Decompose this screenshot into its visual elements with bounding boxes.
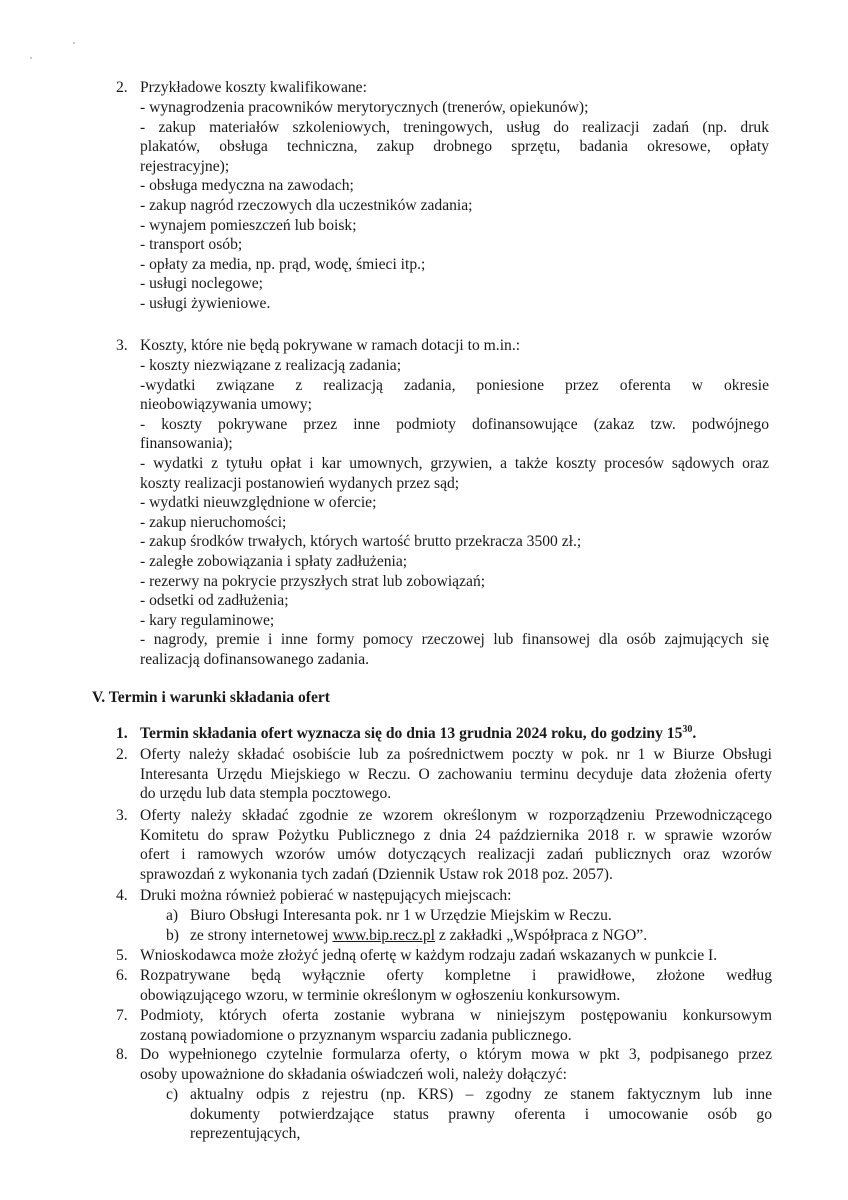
deadline-statement	[140, 724, 780, 744]
sub-item-text: z zakładki „Współpraca z NGO”.	[434, 927, 648, 944]
paragraph-line: Do wypełnionego czytelnie formularza oferty, o którym mowa w pkt 3, podpisanego przez	[140, 1046, 772, 1063]
paragraph-line: Oferty należy składać zgodnie ze wzorem określonym w rozporządzeniu Przewodniczącego	[140, 807, 772, 824]
sub-item	[190, 1085, 772, 1144]
notification-rule	[140, 1006, 772, 1045]
sub-letter: b)	[166, 927, 179, 944]
paragraph-line: Oferty należy składać osobiście lub za pośrednictwem poczty w pok. nr 1 w Biurze Obsługi	[140, 746, 772, 763]
cost-list	[140, 98, 769, 314]
paragraph-line: Interesanta Urzędu Miejskiego w Reczu. O zachowaniu terminu decyduje data złożenia oferty	[140, 765, 772, 783]
list-item: rejestracyjne);	[140, 157, 230, 175]
list-item: nieobowiązywania umowy;	[140, 396, 312, 414]
section-heading: V. Termin i warunki składania ofert	[92, 689, 330, 706]
one-offer-rule: Wnioskodawca może złożyć jedną ofertę w każdym rodzaju zadań wskazanych w punkcie I.	[140, 947, 718, 964]
item-number: 2.	[116, 79, 128, 96]
paragraph-line: Rozpatrywane będą wyłącznie oferty kompletne i prawidłowe, złożone według	[140, 967, 772, 984]
item-number: 3.	[116, 337, 128, 354]
item-number: 5.	[116, 947, 128, 964]
list-item: - usługi żywieniowe.	[140, 294, 271, 312]
paragraph-line: ofert i ramowych wzorów umów dotyczących realizacji zadań publicznych oraz wzorów	[140, 846, 772, 864]
paragraph-line: do urzędu lub data stempla pocztowego.	[140, 785, 392, 803]
attachments-rule	[140, 1045, 772, 1084]
list-item: realizacją dofinansowanego zadania.	[140, 650, 370, 668]
list-item: - koszty niezwiązane z realizacją zadania;	[140, 357, 402, 374]
list-item: - transport osób;	[140, 236, 243, 254]
list-item: - zakup nagród rzeczowych dla uczestników zadania;	[140, 196, 473, 214]
paragraph-line: osoby upoważnione do składania oświadczeń woli, należy dołączyć:	[140, 1065, 567, 1083]
offer-template-info	[140, 806, 772, 884]
list-item: -wydatki związane z realizacją zadania, poniesione przez oferenta w okresie	[140, 376, 769, 394]
list-item: - wynajem pomieszczeń lub boisk;	[140, 216, 357, 234]
sub-item: Biuro Obsługi Interesanta pok. nr 1 w Urzędzie Miejskim w Reczu.	[190, 907, 612, 924]
item-number: 3.	[116, 807, 128, 824]
item-number: 4.	[116, 887, 128, 904]
scan-speck	[73, 42, 75, 44]
complete-offers-rule	[140, 966, 772, 1005]
item-number: 8.	[116, 1046, 128, 1063]
deadline-text: Termin składania ofert wyznacza się do dnia 13 grudnia 2024 roku, do godziny 15	[140, 725, 683, 742]
list-item: - nagrody, premie i inne formy pomocy rzeczowej lub finansowej dla osób zajmujących się	[140, 631, 769, 649]
list-item: - wydatki nieuwzględnione w ofercie;	[140, 494, 377, 512]
list-item: - opłaty za media, np. prąd, wodę, śmieci itp.;	[140, 255, 426, 273]
section-title: Koszty, które nie będą pokrywane w ramach dotacji to m.in.:	[140, 337, 521, 354]
list-item: finansowania);	[140, 435, 233, 453]
list-item: - koszty pokrywane przez inne podmioty dofinansowujące (zakaz tzw. podwójnego	[140, 415, 769, 433]
list-item: - obsługa medyczna na zawodach;	[140, 177, 354, 195]
sub-item	[190, 926, 772, 946]
list-item: - zakup nieruchomości;	[140, 513, 287, 531]
item-number: 6.	[116, 967, 128, 984]
paragraph-line: Podmioty, których oferta zostanie wybrana w niniejszym postępowaniu konkursowym	[140, 1007, 772, 1024]
paragraph-line: obowiązującego wzoru, w terminie określonym w ogłoszeniu konkursowym.	[140, 986, 621, 1004]
paragraph-line: Komitetu do spraw Pożytku Publicznego z dnia 24 października 2018 r. w sprawie wzorów	[140, 826, 772, 844]
paragraph-line: zostaną powiadomione o przyznanym wsparciu zadania publicznego.	[140, 1026, 572, 1044]
list-item: - wydatki z tytułu opłat i kar umownych, grzywien, a także koszty procesów sądowych oraz	[140, 454, 769, 472]
list-item: - rezerwy na pokrycie przyszłych strat lub zobowiązań;	[140, 572, 486, 590]
forms-availability: Druki można również pobierać w następujących miejscach:	[140, 887, 512, 904]
item-number: 1.	[116, 725, 128, 742]
list-item: - zakup środków trwałych, których wartość brutto przekracza 3500 zł.;	[140, 533, 582, 551]
list-item: - kary regulaminowe;	[140, 611, 275, 629]
scan-speck	[30, 57, 32, 59]
item-number: 2.	[116, 746, 128, 763]
list-item: koszty realizacji postanowień wydanych przez sąd;	[140, 474, 460, 492]
list-item: - odsetki od zadłużenia;	[140, 592, 289, 610]
list-item: - zakup materiałów szkoleniowych, treningowych, usług do realizacji zadań (np. druk	[140, 118, 769, 136]
sub-letter: c)	[166, 1086, 179, 1103]
item-number: 7.	[116, 1007, 128, 1024]
list-item: - wynagrodzenia pracowników merytorycznych (trenerów, opiekunów);	[140, 99, 589, 116]
sub-letter: a)	[166, 907, 179, 924]
list-item: plakatów, obsługa techniczna, zakup drobnego sprzętu, badania okresowe, opłaty	[140, 138, 769, 156]
cost-list	[140, 356, 769, 670]
deadline-end: .	[692, 725, 697, 742]
website-link[interactable]: www.bip.recz.pl	[332, 927, 435, 944]
paragraph-line: dokumenty potwierdzające status prawny oferenta i umocowanie osób go	[190, 1105, 772, 1123]
sub-item-text: ze strony internetowej	[190, 927, 333, 944]
deadline-minutes: 30	[682, 723, 693, 735]
paragraph-line: sprawozdań z wykonania tych zadań (Dziennik Ustaw rok 2018 poz. 2057).	[140, 865, 613, 883]
list-item: - zaległe zobowiązania i spłaty zadłużenia;	[140, 552, 408, 570]
paragraph-line: aktualny odpis z rejestru (np. KRS) – zgodny ze stanem faktycznym lub inne	[190, 1086, 772, 1103]
paragraph-line: reprezentujących,	[190, 1125, 301, 1143]
list-item: - usługi noclegowe;	[140, 275, 263, 293]
section-title: Przykładowe koszty kwalifikowane:	[140, 79, 367, 96]
submission-method	[140, 745, 772, 804]
